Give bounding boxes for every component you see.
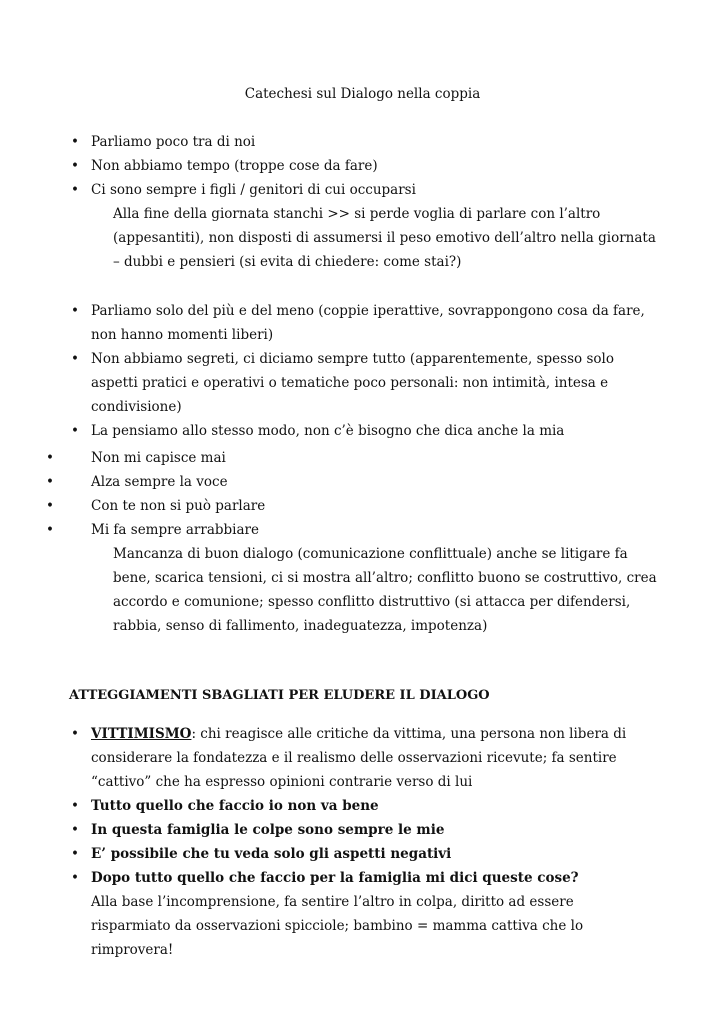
list-item bbox=[0, 818, 725, 842]
list-item-text: In questa famiglia le colpe sono sempre le mie bbox=[91, 822, 445, 838]
bullet-icon: • bbox=[71, 798, 79, 814]
list-item-text: Dopo tutto quello che faccio per la famiglia mi dici queste cose? bbox=[91, 870, 579, 886]
section-heading: ATTEGGIAMENTI SBAGLIATI PER ELUDERE IL DIALOGO bbox=[69, 688, 490, 703]
list-item-text: Parliamo poco tra di noi bbox=[91, 134, 256, 150]
bullet-icon: • bbox=[46, 474, 54, 490]
explanation-paragraph: Alla base l’incomprensione, fa sentire l’altro in colpa, diritto ad essere risparmiato da osservazioni spicciole; bambino = mamma cattiva che lo rimprovera! bbox=[91, 894, 584, 958]
list-item bbox=[0, 518, 725, 542]
list-item bbox=[0, 419, 725, 443]
list-item-text: Mi fa sempre arrabbiare bbox=[91, 522, 259, 538]
list-item bbox=[0, 178, 725, 202]
bullet-list-1 bbox=[0, 130, 725, 274]
bullet-icon: • bbox=[71, 822, 79, 838]
bullet-icon: • bbox=[71, 303, 79, 319]
list-item-text: Non abbiamo segreti, ci diciamo sempre tutto (apparentemente, spesso solo aspetti pratici e operativi o tematiche poco personali: non intimità, intesa e condivisione) bbox=[91, 351, 614, 415]
list-item-text: Non mi capisce mai bbox=[91, 450, 226, 466]
list-item bbox=[0, 842, 725, 866]
list-item-text bbox=[91, 722, 651, 794]
explanation-paragraph: Mancanza di buon dialogo (comunicazione conflittuale) anche se litigare fa bene, scarica tensioni, ci si mostra all’altro; conflitto buono se costruttivo, crea accordo e comunione; spesso conflitto distruttivo (si attacca per difendersi, rabbia, senso di fallimento, inadeguatezza, impotenza) bbox=[113, 546, 657, 634]
bullet-icon: • bbox=[71, 846, 79, 862]
list-item-text: E’ possibile che tu veda solo gli aspetti negativi bbox=[91, 846, 452, 862]
list-item bbox=[0, 130, 725, 154]
list-item bbox=[0, 470, 725, 494]
list-item bbox=[0, 866, 725, 890]
list-item bbox=[0, 794, 725, 818]
bullet-icon: • bbox=[46, 498, 54, 514]
list-item-text: Ci sono sempre i figli / genitori di cui occuparsi bbox=[91, 182, 416, 198]
page-title: Catechesi sul Dialogo nella coppia bbox=[244, 86, 481, 102]
list-item bbox=[0, 154, 725, 178]
bullet-icon: • bbox=[71, 726, 79, 742]
list-item-text: Parliamo solo del più e del meno (coppie iperattive, sovrappongono cosa da fare, non hanno momenti liberi) bbox=[91, 303, 645, 343]
term-vittimismo: VITTIMISMO bbox=[91, 726, 192, 742]
list-item-text: Non abbiamo tempo (troppe cose da fare) bbox=[91, 158, 378, 174]
list-item-text: Tutto quello che faccio io non va bene bbox=[91, 798, 379, 814]
bullet-icon: • bbox=[71, 870, 79, 886]
list-item bbox=[0, 494, 725, 518]
bullet-list-4 bbox=[0, 722, 725, 962]
bullet-icon: • bbox=[71, 182, 79, 198]
bullet-icon: • bbox=[71, 351, 79, 367]
list-item bbox=[0, 299, 725, 347]
explanation-paragraph: Alla fine della giornata stanchi >> si perde voglia di parlare con l’altro (appesantiti), non disposti di assumersi il peso emotivo dell’altro nella giornata – dubbi e pensieri (si evita di chiedere: come stai?) bbox=[113, 206, 656, 270]
list-item bbox=[0, 446, 725, 470]
list-item-text: Alza sempre la voce bbox=[91, 474, 228, 490]
bullet-list-3 bbox=[0, 446, 725, 638]
list-item bbox=[0, 347, 725, 419]
bullet-icon: • bbox=[46, 450, 54, 466]
bullet-list-2 bbox=[0, 299, 725, 443]
list-item-text: La pensiamo allo stesso modo, non c’è bisogno che dica anche la mia bbox=[91, 423, 565, 439]
list-item bbox=[0, 722, 725, 794]
bullet-icon: • bbox=[46, 522, 54, 538]
bullet-icon: • bbox=[71, 134, 79, 150]
term-definition: : chi reagisce alle critiche da vittima, una persona non libera di considerare la fondatezza e il realismo delle osservazioni ricevute; fa sentire “cattivo” che ha espresso opinioni contrarie verso di lui bbox=[91, 726, 627, 790]
bullet-icon: • bbox=[71, 158, 79, 174]
list-item-text: Con te non si può parlare bbox=[91, 498, 266, 514]
bullet-icon: • bbox=[71, 423, 79, 439]
